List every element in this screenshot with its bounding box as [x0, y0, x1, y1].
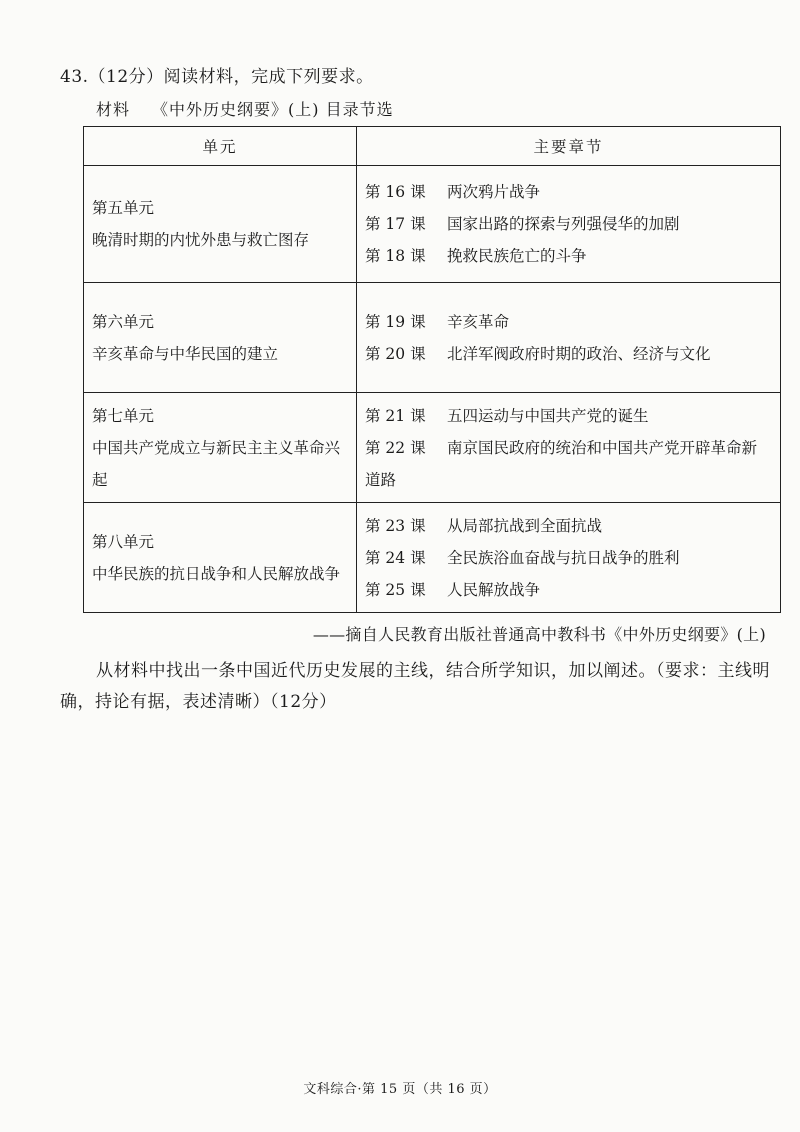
table-row	[84, 166, 781, 283]
lesson-number: 第 23 课	[365, 516, 426, 535]
source-citation: ——摘自人民教育出版社普通高中教科书《中外历史纲要》(上)	[312, 625, 766, 644]
lesson-title: 人民解放战争	[447, 580, 541, 599]
table-row	[84, 503, 781, 613]
lessons-cell	[357, 166, 781, 283]
lesson-item	[365, 542, 772, 574]
lesson-number: 第 25 课	[365, 580, 426, 599]
lesson-item	[365, 574, 772, 606]
unit-cell	[84, 503, 357, 613]
lesson-item	[365, 306, 772, 338]
lesson-item	[365, 208, 772, 240]
lesson-number: 第 20 课	[365, 344, 426, 363]
lesson-number: 第 22 课	[365, 438, 426, 457]
lesson-item	[365, 240, 772, 272]
lesson-number: 第 21 课	[365, 406, 426, 425]
table-header-row	[84, 127, 781, 166]
lesson-number: 第 24 课	[365, 548, 426, 567]
lesson-title: 五四运动与中国共产党的诞生	[447, 406, 649, 425]
header-chapters: 主要章节	[357, 127, 781, 166]
lesson-item	[365, 176, 772, 208]
lesson-title: 南京国民政府的统治和中国共产党开辟革命新道路	[365, 438, 758, 489]
unit-cell	[84, 166, 357, 283]
lesson-item	[365, 338, 772, 370]
material-title: 《中外历史纲要》(上) 目录节选	[152, 100, 394, 119]
lessons-cell	[357, 283, 781, 393]
table-row	[84, 283, 781, 393]
lesson-number: 第 18 课	[365, 247, 426, 265]
lesson-title: 国家出路的探索与列强侵华的加剧	[447, 215, 680, 233]
lesson-title: 从局部抗战到全面抗战	[447, 516, 603, 535]
question-header: 43.（12分）阅读材料，完成下列要求。	[60, 67, 374, 87]
material-caption	[96, 97, 394, 120]
header-unit: 单元	[84, 127, 357, 166]
page-footer: 文科综合·第 15 页（共 16 页）	[303, 1082, 497, 1097]
unit-cell	[84, 393, 357, 503]
lesson-title: 辛亥革命	[447, 312, 510, 331]
lessons-cell	[357, 503, 781, 613]
lesson-number: 第 17 课	[365, 215, 426, 233]
unit-number: 第八单元	[92, 532, 155, 551]
lesson-item	[365, 432, 772, 496]
lesson-number: 第 16 课	[365, 183, 426, 201]
material-label: 材料	[96, 100, 131, 119]
unit-number: 第六单元	[92, 312, 155, 331]
unit-number: 第五单元	[92, 199, 155, 217]
lesson-item	[365, 400, 772, 432]
lesson-title: 挽救民族危亡的斗争	[447, 247, 587, 265]
unit-title: 中华民族的抗日战争和人民解放战争	[92, 564, 341, 583]
unit-cell	[84, 283, 357, 393]
lessons-cell	[357, 393, 781, 503]
lesson-title: 全民族浴血奋战与抗日战争的胜利	[447, 548, 680, 567]
lesson-item	[365, 510, 772, 542]
lesson-title: 两次鸦片战争	[447, 183, 541, 201]
unit-number: 第七单元	[92, 406, 155, 425]
task-prompt: 从材料中找出一条中国近代历史发展的主线，结合所学知识，加以阐述。（要求：主线明确，持论有据，表述清晰）（12分）	[60, 661, 770, 712]
table-row	[84, 393, 781, 503]
unit-title: 辛亥革命与中华民国的建立	[92, 344, 279, 363]
lesson-number: 第 19 课	[365, 312, 426, 331]
lesson-title: 北洋军阀政府时期的政治、经济与文化	[447, 344, 711, 363]
contents-table	[83, 126, 781, 613]
unit-title: 中国共产党成立与新民主主义革命兴起	[92, 438, 341, 489]
unit-title: 晚清时期的内忧外患与救亡图存	[92, 231, 310, 249]
